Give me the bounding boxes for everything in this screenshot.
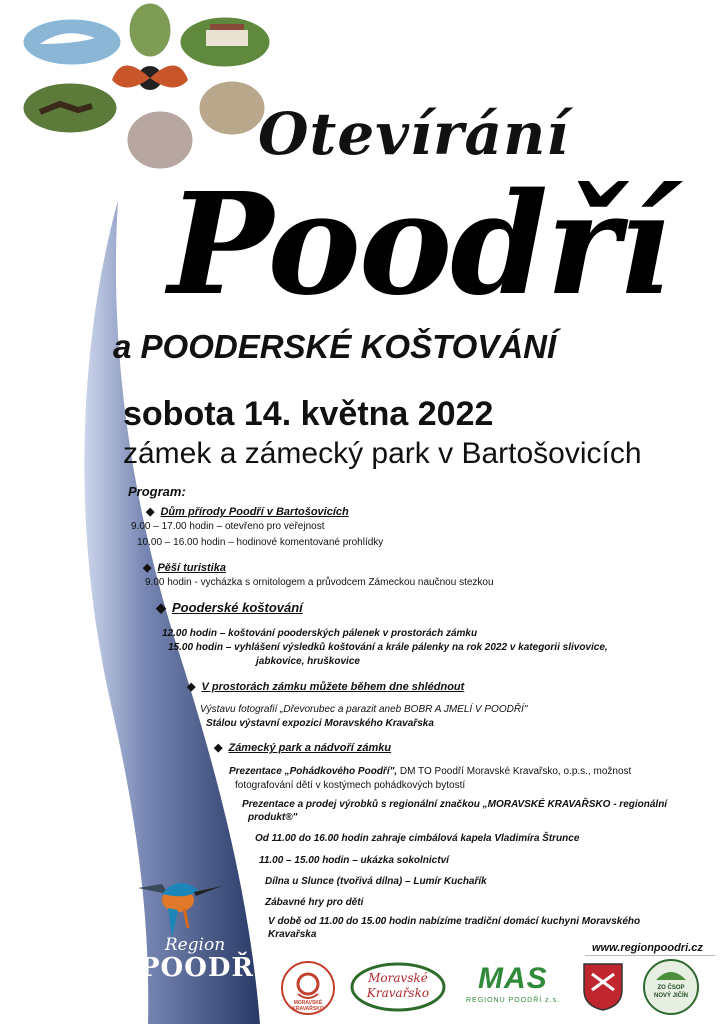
program-line: fotografování dětí v kostýmech pohádkových bytostí bbox=[235, 780, 466, 791]
program-line: Dílna u Slunce (tvořivá dílna) – Lumír Kuchařík bbox=[265, 876, 487, 887]
program-line: 9.00 hodin - vycházka s ornitologem a průvodcem Zámeckou naučnou stezkou bbox=[145, 577, 494, 588]
photo-flower-collage bbox=[10, 0, 280, 175]
moravske-kravarsko-round-logo: MORAVSKÉ KRAVAŘSKO bbox=[280, 960, 336, 1016]
section-title-hiking: ◆ Pěší turistika bbox=[143, 562, 226, 574]
program-line: Výstavu fotografií „Dřevorubec a parazit aneb BOBR A JMELÍ V POODŘÍ" bbox=[200, 704, 528, 715]
butterfly-photo bbox=[112, 65, 188, 90]
town-photo bbox=[198, 80, 266, 136]
mas-regionu-poodri-logo: MAS REGIONU POODŘÍ z.s. bbox=[466, 962, 561, 1004]
program-line: produkt®" bbox=[248, 812, 298, 823]
sunset-photo bbox=[126, 110, 194, 170]
heading-opening: Otevírání bbox=[258, 100, 570, 168]
section-title-house-of-nature: ◆ Dům přírody Poodří v Bartošovicích bbox=[146, 506, 349, 518]
region-poodri-logo: Region POODŘÍ bbox=[140, 935, 268, 983]
diamond-bullet-icon: ◆ bbox=[146, 506, 155, 518]
crest-shield-icon bbox=[582, 962, 624, 1012]
heading-tasting: a POODERSKÉ KOŠTOVÁNÍ bbox=[113, 328, 557, 365]
program-line: 11.00 – 15.00 hodin – ukázka sokolnictví bbox=[259, 855, 449, 866]
section-title-tasting: ◆ Pooderské koštování bbox=[156, 600, 303, 615]
program-line: Prezentace „Pohádkového Poodří", DM TO Poodří Moravské Kravařsko, o.p.s., možnost bbox=[229, 766, 632, 777]
section-title-castle-park: ◆ Zámecký park a nádvoří zámku bbox=[214, 742, 392, 754]
csop-novy-jicin-logo: ZO ČSOP NOVÝ JIČÍN bbox=[642, 958, 700, 1016]
program-line: V době od 11.00 do 15.00 hodin nabízíme tradiční domácí kuchyni Moravského bbox=[268, 916, 641, 927]
municipal-crest-logo bbox=[582, 962, 624, 1012]
event-place: zámek a zámecký park v Bartošovicích bbox=[123, 437, 642, 470]
program-line: Stálou výstavní expozici Moravského Kravařska bbox=[206, 718, 434, 729]
program-line: Od 11.00 do 16.00 hodin zahraje cimbálová kapela Vladimíra Štrunce bbox=[255, 833, 580, 844]
program-line: 12.00 hodin – koštování pooderských pálenek v prostorách zámku bbox=[162, 628, 478, 639]
website-link[interactable]: www.regionpoodri.cz bbox=[592, 942, 703, 954]
event-date: sobota 14. května 2022 bbox=[123, 395, 494, 433]
section-title-castle-interior: ◆ V prostorách zámku můžete během dne shlédnout bbox=[187, 681, 465, 693]
program-line: 9.00 – 17.00 hodin – otevřeno pro veřejnost bbox=[131, 521, 325, 532]
stork-photo bbox=[22, 18, 122, 66]
diamond-bullet-icon: ◆ bbox=[187, 681, 196, 693]
diamond-bullet-icon: ◆ bbox=[214, 742, 223, 754]
program-line: Prezentace a prodej výrobků s regionální značkou „MORAVSKÉ KRAVAŘSKO - regionální bbox=[242, 799, 668, 810]
program-line: jabkovice, hruškovice bbox=[256, 656, 360, 667]
castle-photo bbox=[179, 16, 271, 68]
program-line: Zábavné hry pro děti bbox=[265, 897, 364, 908]
divider bbox=[585, 955, 715, 956]
horses-photo bbox=[22, 82, 118, 134]
program-line: Kravařska bbox=[268, 929, 317, 940]
program-line: 10.00 – 16.00 hodin – hodinové komentované prohlídky bbox=[137, 537, 384, 548]
reed-photo bbox=[128, 2, 172, 58]
program-label: Program: bbox=[128, 484, 186, 499]
diamond-bullet-icon: ◆ bbox=[156, 600, 166, 615]
heading-poodri: Poodří bbox=[168, 163, 670, 327]
program-line: 15.00 hodin – vyhlášení výsledků koštování a krále pálenky na rok 2022 v kategorii slivovice, bbox=[168, 642, 608, 653]
moravske-kravarsko-oval-logo: Moravské Kravařsko bbox=[350, 962, 446, 1012]
diamond-bullet-icon: ◆ bbox=[143, 562, 152, 574]
